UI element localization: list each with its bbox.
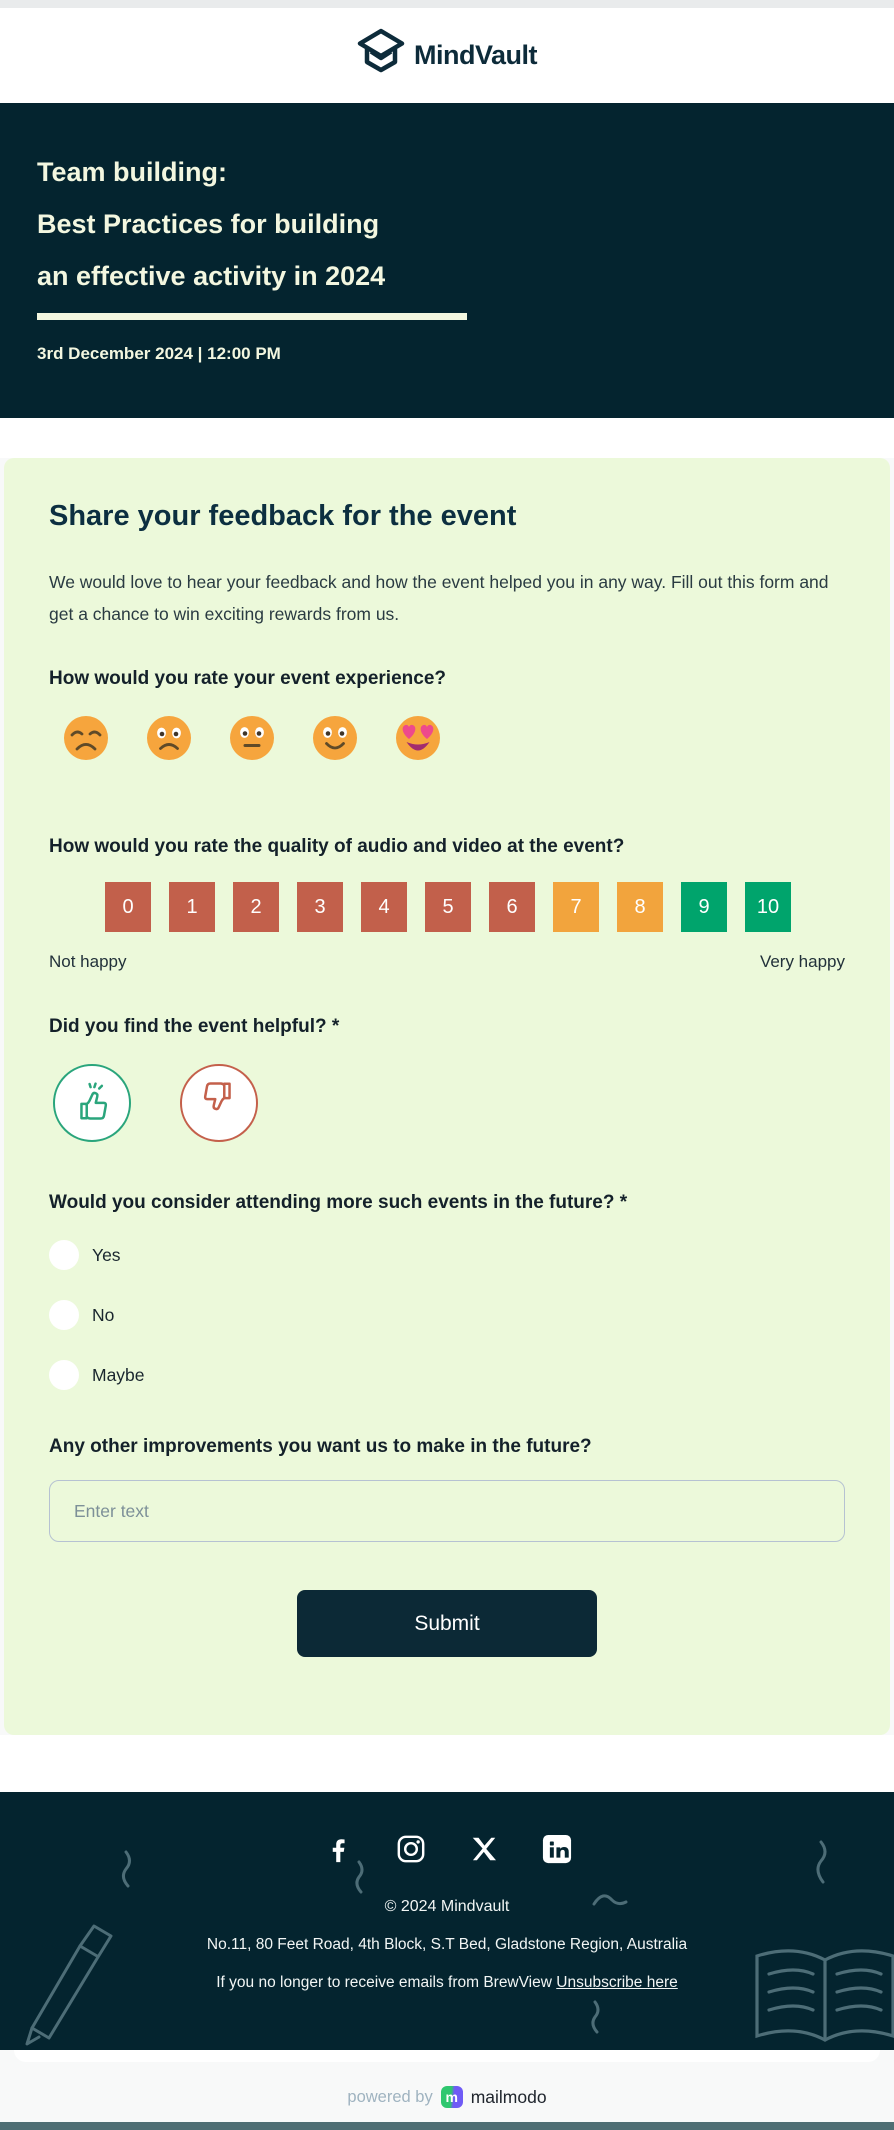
radio-label: No	[92, 1304, 115, 1325]
hero-title-line: Team building:	[37, 157, 227, 187]
heart-eyes-face-emoji[interactable]	[394, 714, 442, 762]
scale-left-label: Not happy	[49, 952, 127, 971]
mailmodo-logo-icon: m	[441, 2086, 463, 2108]
linkedin-icon[interactable]	[542, 1834, 572, 1864]
powered-by-text: powered by	[347, 2087, 433, 2106]
scale-box-0[interactable]: 0	[105, 882, 151, 932]
radio-option-maybe[interactable]	[49, 1360, 845, 1390]
mindvault-logo-icon	[357, 28, 405, 83]
radio-option-yes[interactable]	[49, 1240, 845, 1270]
feedback-form-card	[4, 458, 890, 1735]
spacer	[0, 1735, 894, 1792]
question-helpful: Did you find the event helpful? *	[49, 1016, 340, 1037]
question-experience: How would you rate your event experience?	[49, 668, 446, 689]
scale-labels	[49, 952, 845, 972]
scale-box-9[interactable]: 9	[681, 882, 727, 932]
question-future: Would you consider attending more such events in the future? *	[49, 1192, 628, 1213]
hero-title-line: Best Practices for building	[37, 209, 380, 239]
scale-right-label: Very happy	[759, 952, 845, 971]
thumbs-down-icon	[196, 1078, 242, 1129]
radio-label: Yes	[92, 1244, 121, 1265]
question-improvements: Any other improvements you want us to make in the future?	[49, 1436, 592, 1457]
radio-option-no[interactable]	[49, 1300, 845, 1330]
radio-circle[interactable]	[49, 1360, 79, 1390]
spacer	[0, 418, 894, 458]
frowning-face-emoji[interactable]	[145, 714, 193, 762]
slightly-smiling-face-emoji[interactable]	[311, 714, 359, 762]
scale-box-2[interactable]: 2	[233, 882, 279, 932]
thumb-buttons-row	[49, 1064, 845, 1142]
hero-banner	[0, 103, 894, 418]
hero-title-line: an effective activity in 2024	[37, 261, 386, 291]
future-options	[49, 1240, 845, 1390]
scale-box-4[interactable]: 4	[361, 882, 407, 932]
page-bottom-bar	[0, 2122, 894, 2130]
scale-box-5[interactable]: 5	[425, 882, 471, 932]
book-doodle	[747, 1944, 894, 2050]
brand-name: MindVault	[414, 40, 537, 70]
facebook-icon[interactable]	[323, 1834, 353, 1864]
scale-box-6[interactable]: 6	[489, 882, 535, 932]
squiggle-doodle	[352, 1860, 370, 1896]
form-heading: Share your feedback for the event	[49, 500, 517, 532]
powered-by-line	[0, 2086, 894, 2108]
x-twitter-icon[interactable]	[469, 1834, 499, 1864]
thumbs-down-button[interactable]	[180, 1064, 258, 1142]
copyright-text: © 2024 Mindvault	[384, 1898, 510, 1915]
social-icons-row	[0, 1792, 894, 1864]
form-intro: We would love to hear your feedback and how the event helped you in any way. Fill out this form and get a chance to win exciting rewards from us.	[49, 572, 829, 624]
scale-box-3[interactable]: 3	[297, 882, 343, 932]
scale-box-8[interactable]: 8	[617, 882, 663, 932]
powered-by-strip	[0, 2050, 894, 2122]
unsubscribe-text: If you no longer to receive emails from BrewView	[216, 1974, 552, 1991]
pensive-face-emoji[interactable]	[62, 714, 110, 762]
radio-label: Maybe	[92, 1364, 145, 1385]
mailmodo-link[interactable]: mailmodo	[470, 2086, 547, 2107]
radio-circle[interactable]	[49, 1240, 79, 1270]
email-bottom-cap	[14, 2050, 880, 2062]
rating-scale	[105, 882, 845, 932]
scale-box-10[interactable]: 10	[745, 882, 791, 932]
question-quality: How would you rate the quality of audio and video at the event?	[49, 836, 625, 857]
thumbs-up-icon	[69, 1078, 115, 1129]
scale-box-1[interactable]: 1	[169, 882, 215, 932]
address-text: No.11, 80 Feet Road, 4th Block, S.T Bed, Gladstone Region, Australia	[206, 1936, 688, 1953]
event-datetime: 3rd December 2024 | 12:00 PM	[37, 344, 281, 363]
email-footer	[0, 1792, 894, 2050]
page-top-strip	[0, 0, 894, 8]
hero-underline	[37, 313, 467, 320]
unsubscribe-link[interactable]: Unsubscribe here	[556, 1974, 678, 1991]
improvements-input[interactable]	[49, 1480, 845, 1542]
unsubscribe-line	[0, 1974, 894, 1992]
radio-circle[interactable]	[49, 1300, 79, 1330]
emoji-rating-row	[49, 714, 845, 762]
thumbs-up-button[interactable]	[53, 1064, 131, 1142]
scale-box-7[interactable]: 7	[553, 882, 599, 932]
squiggle-doodle	[588, 2000, 606, 2036]
instagram-icon[interactable]	[396, 1834, 426, 1864]
email-header	[0, 8, 894, 103]
neutral-face-emoji[interactable]	[228, 714, 276, 762]
submit-button[interactable]: Submit	[297, 1590, 597, 1657]
